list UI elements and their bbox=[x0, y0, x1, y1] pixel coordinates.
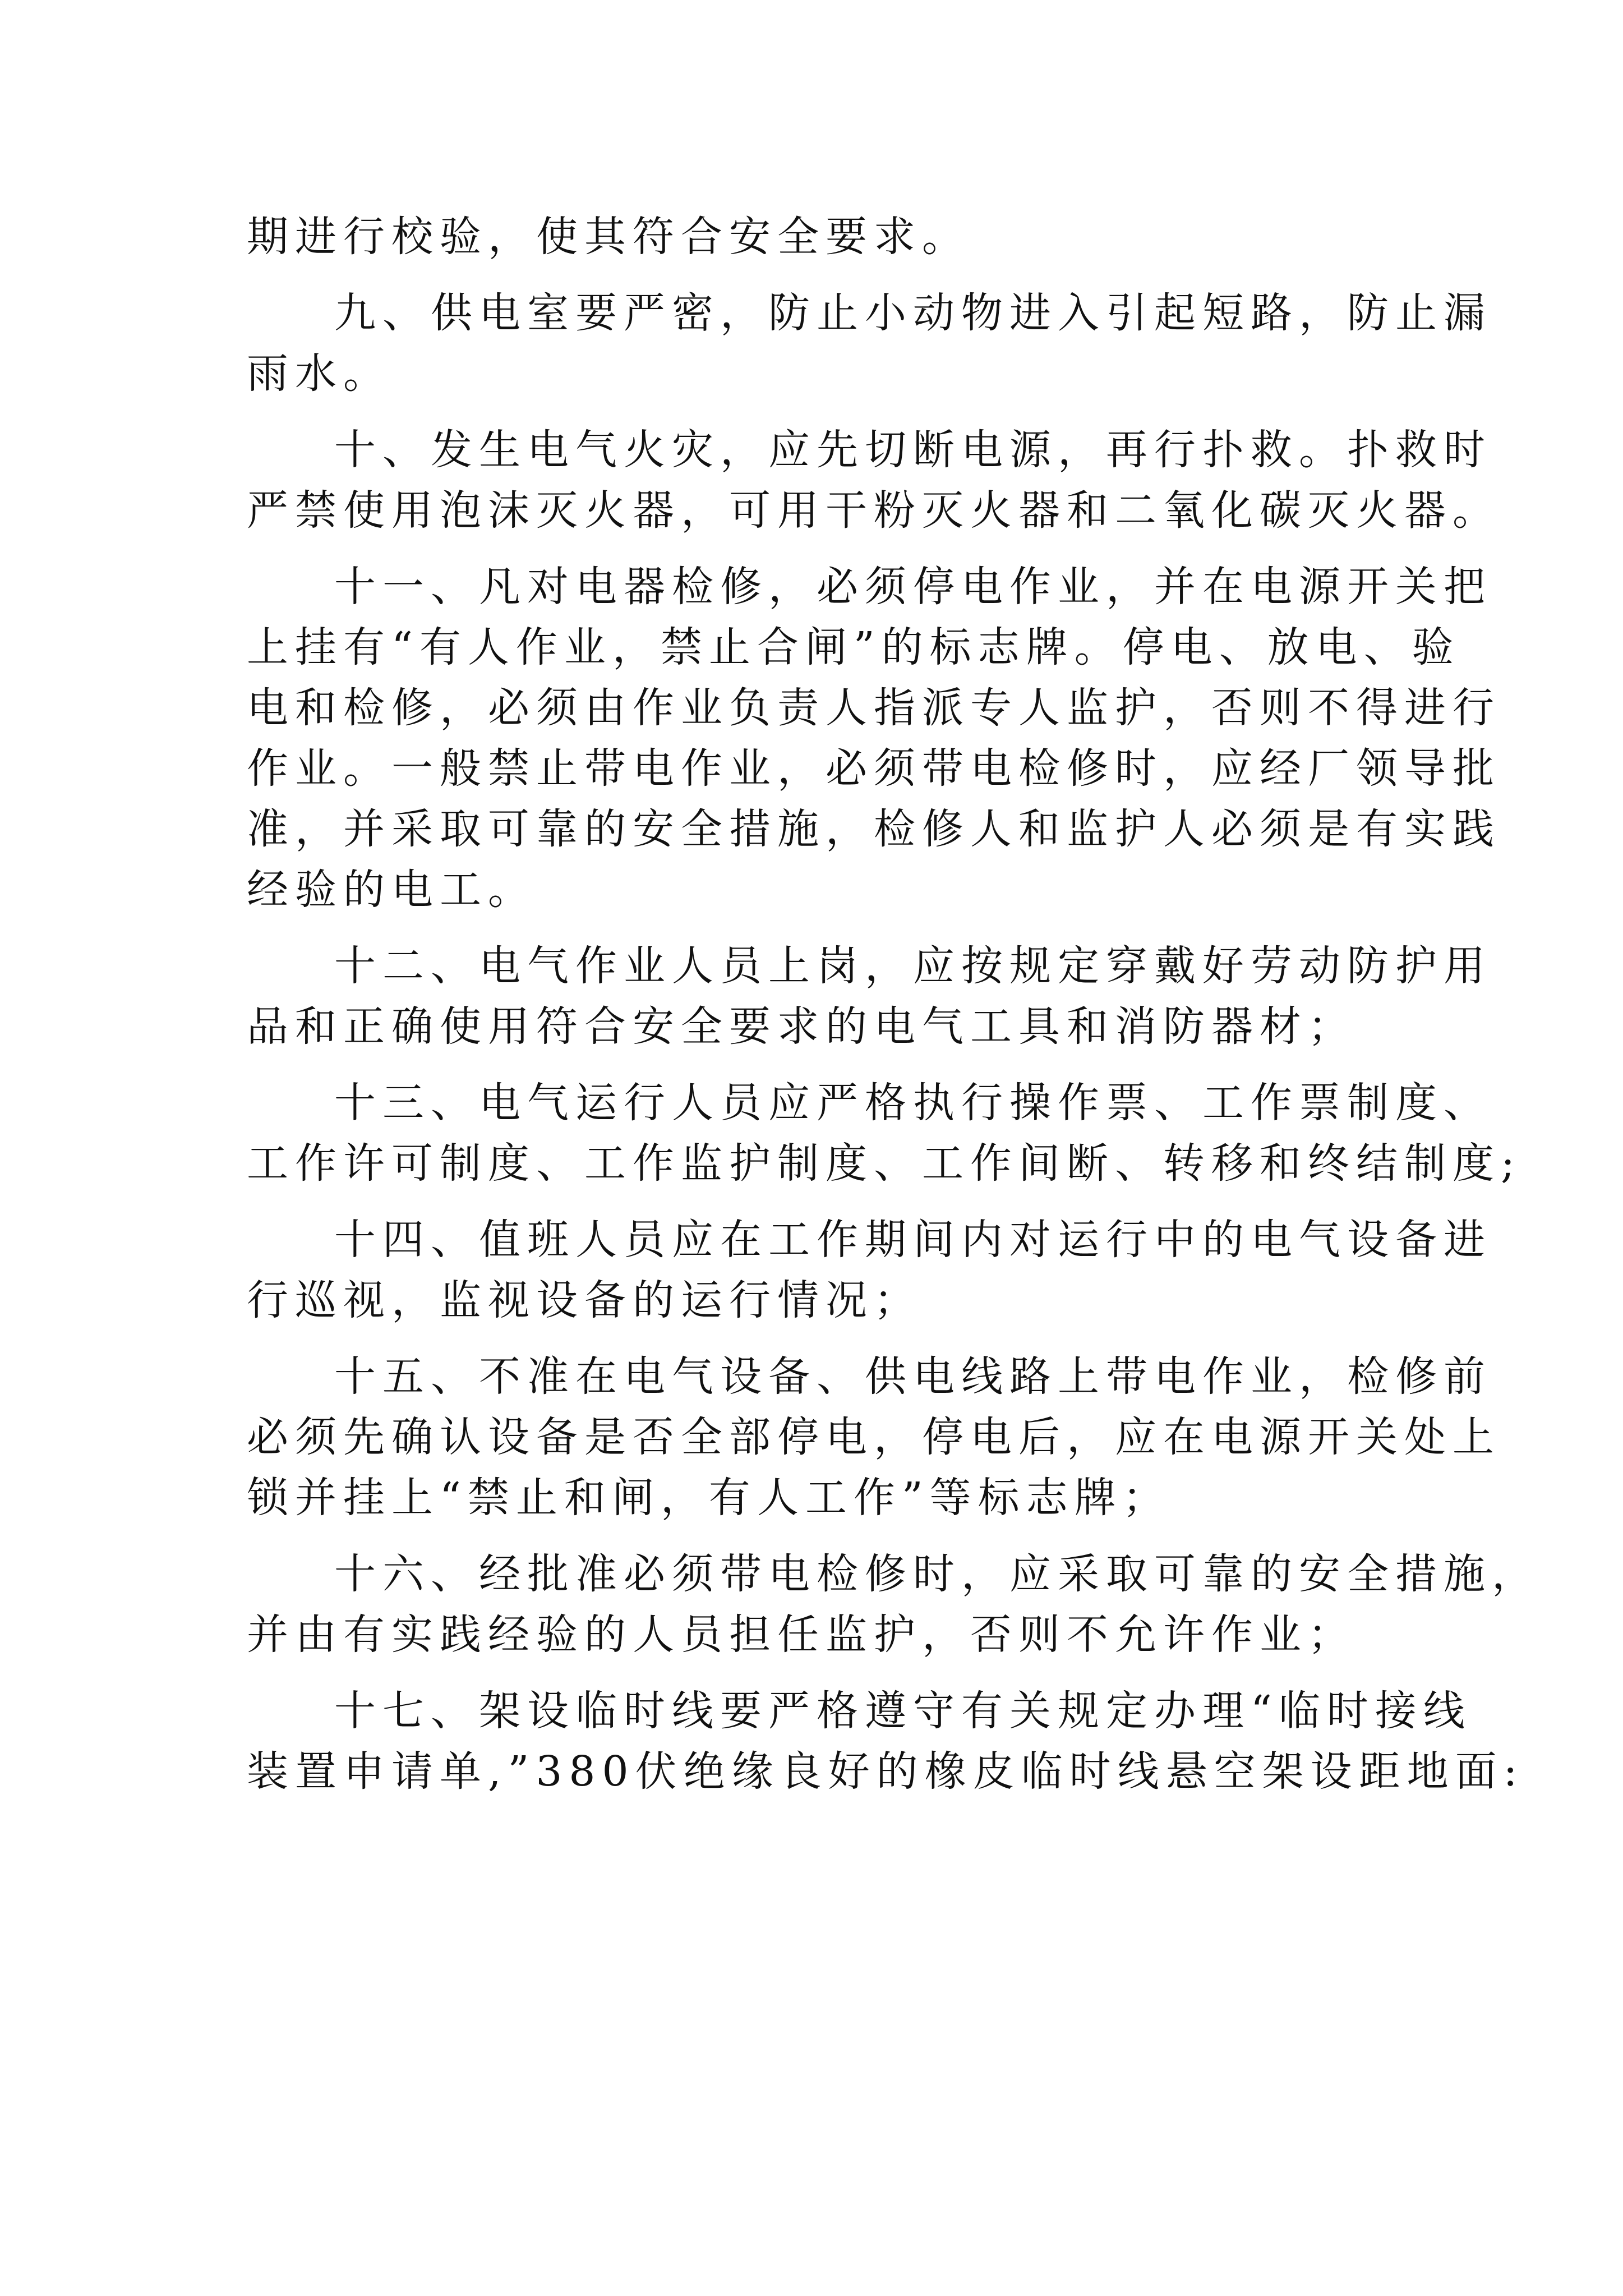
text-line-13: 品和正确使用符合安全要求的电气工具和消防器材； bbox=[247, 1002, 1356, 1051]
text-line-20: 锁并挂上“禁止和闸，有人工作”等标志牌； bbox=[247, 1474, 1171, 1522]
text-line-24: 装置申请单,”380伏绝缘良好的橡皮临时线悬空架设距地面: bbox=[247, 1747, 1524, 1796]
text-line-12: 十二、电气作业人员上岗，应按规定穿戴好劳动防护用 bbox=[334, 942, 1492, 990]
text-line-21: 十六、经批准必须带电检修时，应采取可靠的安全措施， bbox=[334, 1550, 1540, 1598]
text-line-1: 期进行校验，使其符合安全要求。 bbox=[247, 213, 970, 261]
text-line-23: 十七、架设临时线要严格遵守有关规定办理“临时接线 bbox=[334, 1687, 1472, 1735]
text-line-9: 作业。一般禁止带电作业，必须带电检修时，应经厂领导批 bbox=[247, 744, 1501, 793]
text-line-15: 工作许可制度、工作监护制度、工作间断、转移和终结制度; bbox=[247, 1139, 1521, 1188]
text-line-2: 九、供电室要严密，防止小动物进入引起短路，防止漏 bbox=[334, 289, 1492, 337]
text-line-8: 电和检修，必须由作业负责人指派专人监护，否则不得进行 bbox=[247, 684, 1501, 732]
text-line-11: 经验的电工。 bbox=[247, 866, 536, 914]
text-line-6: 十一、凡对电器检修，必须停电作业，并在电源开关把 bbox=[334, 563, 1492, 611]
text-line-19: 必须先确认设备是否全部停电，停电后，应在电源开关处上 bbox=[247, 1413, 1501, 1461]
text-line-14: 十三、电气运行人员应严格执行操作票、工作票制度、 bbox=[334, 1079, 1492, 1127]
text-line-18: 十五、不准在电气设备、供电线路上带电作业，检修前 bbox=[334, 1352, 1492, 1401]
text-line-17: 行巡视，监视设备的运行情况； bbox=[247, 1276, 922, 1324]
text-line-22: 并由有实践经验的人员担任监护，否则不允许作业； bbox=[247, 1611, 1356, 1659]
text-line-5: 严禁使用泡沫灭火器，可用干粉灭火器和二氧化碳灭火器。 bbox=[247, 486, 1501, 535]
text-line-16: 十四、值班人员应在工作期间内对运行中的电气设备进 bbox=[334, 1216, 1492, 1264]
text-line-3: 雨水。 bbox=[247, 349, 391, 398]
text-line-4: 十、发生电气火灾，应先切断电源，再行扑救。扑救时 bbox=[334, 426, 1492, 474]
text-line-7: 上挂有“有人作业，禁止合闸”的标志牌。停电、放电、验 bbox=[247, 623, 1460, 671]
text-line-10: 准，并采取可靠的安全措施，检修人和监护人必须是有实践 bbox=[247, 805, 1501, 853]
